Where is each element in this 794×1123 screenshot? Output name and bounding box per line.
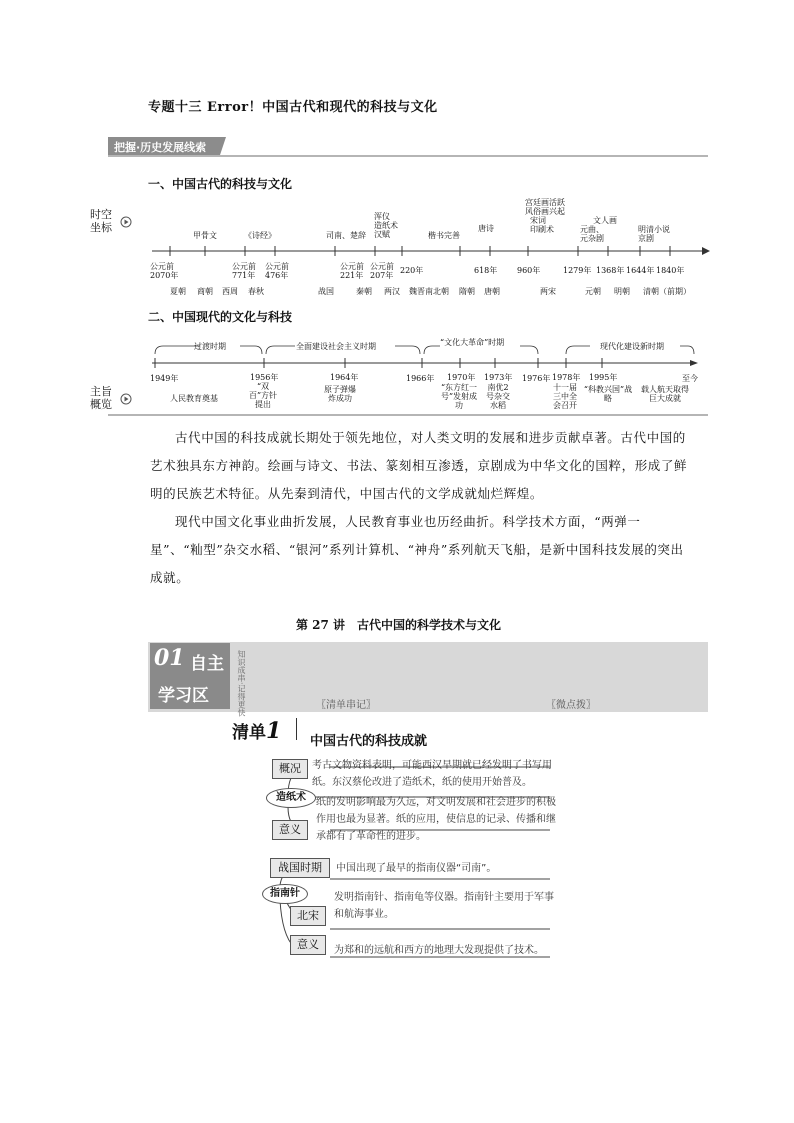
side-label-overview: 主旨概览 <box>90 385 112 411</box>
side-label-timeline: 时空坐标 <box>90 208 112 234</box>
play-circle-icon <box>120 393 132 405</box>
tab-tips[interactable]: 〖微点拨〗 <box>546 700 596 711</box>
paper-significance-text: 纸的发明影响最为久远，对文明发展和社会进步的积极作用也最为显著。纸的应用，使信息的记录、传播和继承都有了革命性的进步。 <box>316 797 556 842</box>
checklist-heading: 清单1 <box>232 718 282 744</box>
tab-checklist[interactable]: 〖清单串记〗 <box>316 700 376 711</box>
banner-rule <box>108 155 708 157</box>
play-circle-icon <box>120 216 132 228</box>
paper-overview-text: 考古文物资料表明，可能西汉早期就已经发明了书写用纸。东汉蔡伦改进了造纸术，纸的使用开始普及。 <box>312 760 552 788</box>
compass-warring-states-text: 中国出现了最早的指南仪器“司南”。 <box>336 863 497 874</box>
section-heading-ancient: 一、中国古代的科技与文化 <box>148 177 293 191</box>
page-title: 专题十三 Error！中国古代和现代的科技与文化 <box>148 100 438 115</box>
paper-topic: 造纸术 <box>266 788 316 808</box>
lecture-title: 第 27 讲 古代中国的科学技术与文化 <box>296 618 502 632</box>
checklist-title: 中国古代的科技成就 <box>310 734 428 749</box>
paragraph-modern: 现代中国文化事业曲折发展，人民教育事业也历经曲折。科学技术方面，“两弹一星”、“籼型”杂交水稻、“银河”系列计算机、“神舟”系列航天飞船，是新中国科技发展的突出成就。 <box>150 514 684 585</box>
paragraph-ancient: 古代中国的科技成就长期处于领先地位，对人类文明的发展和进步贡献卓著。古代中国的艺术独具东方神韵。绘画与诗文、书法、篆刻相互渗透，京剧成为中华文化的国粹，形成了鲜明的民族艺术特征。从先秦到清代，中国古代的文学成就灿烂辉煌。 <box>150 430 688 501</box>
self-study-badge: 01 自主 学习区 <box>150 643 230 709</box>
section-heading-modern: 二、中国现代的文化与科技 <box>148 310 293 324</box>
heading-divider <box>296 718 297 740</box>
compass-significance-key: 意义 <box>290 935 326 955</box>
compass-warring-states-key: 战国时期 <box>270 858 330 878</box>
timeline-ancient-axis <box>150 244 710 258</box>
summary-text <box>150 424 690 592</box>
compass-significance-text: 为郑和的远航和西方的地理大发现提供了技术。 <box>334 945 544 956</box>
compass-northern-song-key: 北宋 <box>290 906 326 926</box>
compass-northern-song-text: 发明指南针、指南龟等仪器。指南针主要用于军事和航海事业。 <box>334 892 554 920</box>
divider <box>108 414 708 416</box>
paper-overview-key: 概况 <box>272 759 308 779</box>
banner-text: 把握·历史发展线索 <box>114 141 207 154</box>
compass-topic: 指南针 <box>262 884 308 904</box>
paper-significance-key: 意义 <box>272 820 308 840</box>
zone-tagline: 知识成串·记得更快 <box>237 650 246 717</box>
